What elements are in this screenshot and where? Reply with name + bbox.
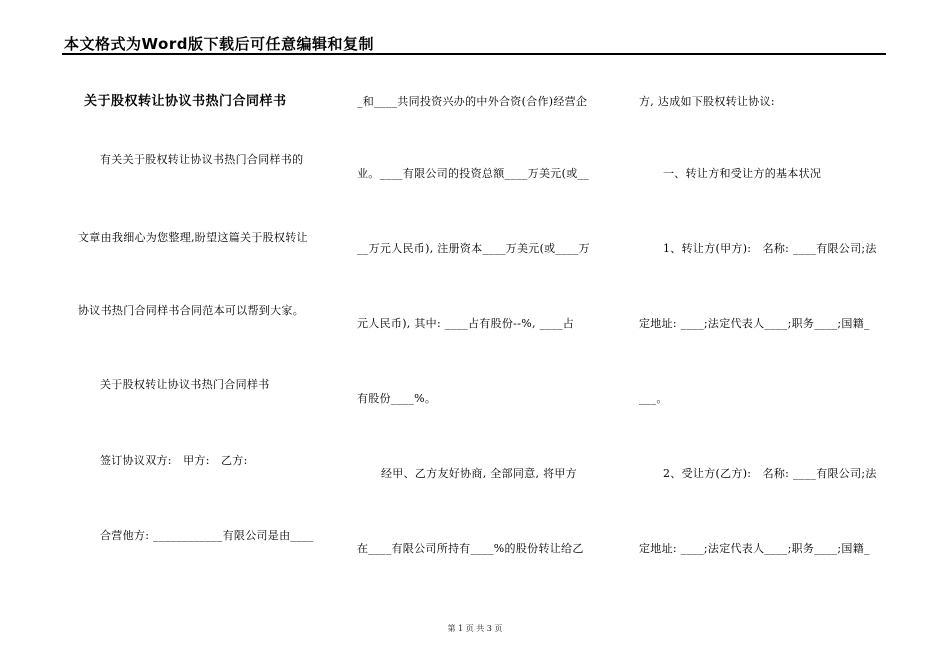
text-line: 有关关于股权转让协议书热门合同样书的 (100, 153, 304, 166)
text-line: 定地址: ____;法定代表人____;职务____;国籍_ (639, 542, 870, 555)
text-line: 合营他方: ____________有限公司是由____ (100, 529, 314, 542)
text-line: 有股份____%。 (357, 392, 437, 405)
text-line: ___。 (639, 392, 668, 405)
section-heading: 一、转让方和受让方的基本状况 (663, 167, 822, 180)
text-line: __万元人民币), 注册资本____万美元(或____万 (357, 242, 590, 255)
text-line: 业。____有限公司的投资总额____万美元(或__ (357, 167, 590, 180)
text-line: 1、转让方(甲方): 名称: ____有限公司;法 (663, 242, 877, 255)
text-line: 方, 达成如下股权转让协议: (639, 95, 775, 108)
text-line: 签订协议双方: 甲方: 乙方: (100, 454, 248, 467)
text-line: 经甲、乙方友好协商, 全部同意, 将甲方 (381, 467, 577, 480)
page-indicator: 第 1 页 共 3 页 (447, 624, 503, 633)
document-header-title: 本文格式为Word版下载后可任意编辑和复制 (64, 35, 374, 53)
text-line: 定地址: ____;法定代表人____;职务____;国籍_ (639, 317, 870, 330)
text-line: 元人民币), 其中: ____占有股份--%, ____占 (357, 317, 575, 330)
text-line: 2、受让方(乙方): 名称: ____有限公司;法 (663, 467, 877, 480)
text-line: 在____有限公司所持有____%的股份转让给乙 (357, 542, 584, 555)
document-title: 关于股权转让协议书热门合同样书 (84, 94, 287, 109)
text-line: 协议书热门合同样书合同范本可以帮到大家。 (78, 304, 304, 317)
text-line: _和____共同投资兴办的中外合资(合作)经营企 (357, 95, 588, 108)
section-heading: 关于股权转让协议书热门合同样书 (100, 378, 270, 391)
text-line: 文章由我细心为您整理,盼望这篇关于股权转让 (78, 231, 308, 244)
